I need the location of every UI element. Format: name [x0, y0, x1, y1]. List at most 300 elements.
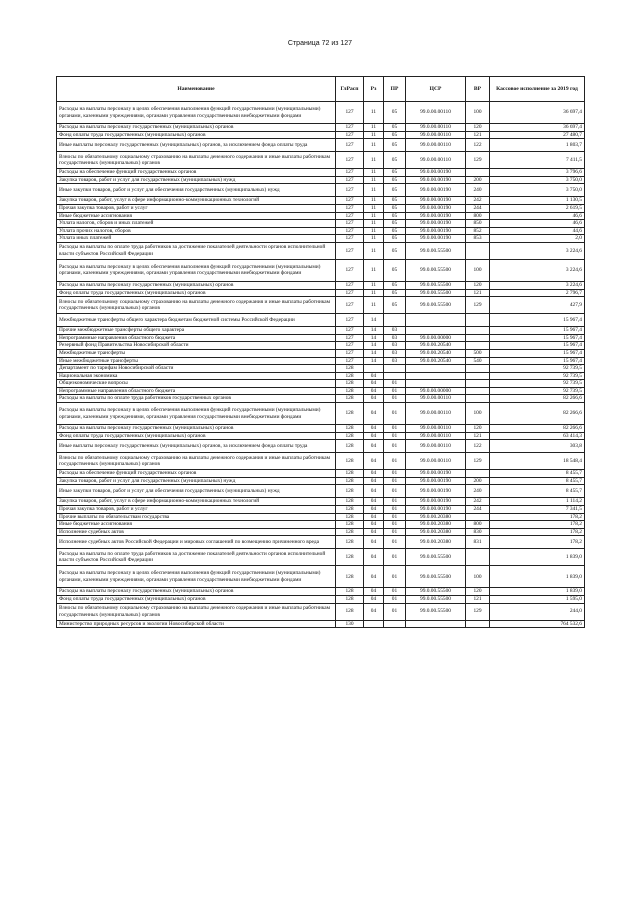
cell-rz: 04: [364, 387, 384, 395]
cell-rz: 14: [364, 314, 384, 327]
cell-amount: 36 697,4: [490, 102, 585, 124]
cell-name: Закупка товаров, работ и услуг для государственных (муниципальных) нужд: [57, 176, 336, 184]
cell-name: Взносы по обязательному социальному страхованию на выплаты денежного содержания и иные выплаты работникам государственных (муниципальных) органов: [57, 603, 336, 620]
cell-pr: 01: [384, 549, 406, 566]
cell-csr: 99.0.00.00190: [406, 169, 466, 177]
cell-csr: 99.0.00.55500: [406, 549, 466, 566]
table-row: [57, 498, 585, 506]
cell-vr: [466, 327, 490, 335]
cell-rz: 11: [364, 289, 384, 297]
cell-glrasp: 128: [336, 521, 364, 529]
cell-pr: 05: [384, 176, 406, 184]
cell-rz: 14: [364, 357, 384, 365]
cell-glrasp: 128: [336, 477, 364, 485]
cell-csr: 99.0.00.00190: [406, 220, 466, 228]
cell-csr: 99.0.00.55500: [406, 297, 466, 314]
cell-name: Национальная экономика: [57, 372, 336, 380]
cell-csr: 99.0.00.00000: [406, 387, 466, 395]
cell-csr: 99.0.00.00190: [406, 498, 466, 506]
cell-name: Расходы на выплаты персоналу государственных (муниципальных) органов: [57, 425, 336, 433]
cell-rz: 11: [364, 281, 384, 289]
cell-pr: 05: [384, 139, 406, 152]
cell-name: Иные выплаты персоналу государственных (муниципальных) органов, за исключением фонда оплаты труда: [57, 139, 336, 152]
cell-vr: 240: [466, 485, 490, 498]
cell-vr: 831: [466, 536, 490, 549]
cell-amount: 2,0: [490, 235, 585, 243]
cell-vr: 122: [466, 139, 490, 152]
table-row: [57, 536, 585, 549]
cell-amount: 15 967,4: [490, 334, 585, 342]
cell-glrasp: 128: [336, 588, 364, 596]
cell-name: Расходы на выплаты персоналу в целях обеспечения выполнения функций государственными (муниципальными) органами, казенными учреждениями, органами управления государственными внебюджетными фондами: [57, 102, 336, 124]
cell-amount: 178,2: [490, 513, 585, 521]
table-body: [57, 102, 585, 628]
table-row: [57, 387, 585, 395]
cell-amount: 36 697,4: [490, 124, 585, 132]
cell-pr: 05: [384, 212, 406, 220]
cell-name: Фонд оплаты труда государственных (муниципальных) органов: [57, 289, 336, 297]
cell-amount: 15 967,4: [490, 349, 585, 357]
cell-pr: 01: [384, 566, 406, 588]
cell-rz: 04: [364, 485, 384, 498]
cell-pr: 05: [384, 281, 406, 289]
cell-csr: 99.0.00.20380: [406, 528, 466, 536]
cell-amount: 3 750,0: [490, 176, 585, 184]
cell-glrasp: 127: [336, 139, 364, 152]
page-number-header: Страница 72 из 127: [287, 40, 353, 47]
cell-name: Расходы на выплаты персоналу в целях обеспечения выполнения функций государственными (муниципальными) органами, казенными учреждениями, органами управления государственными внебюджетными фондами: [57, 403, 336, 425]
cell-pr: 05: [384, 152, 406, 169]
cell-glrasp: 127: [336, 220, 364, 228]
cell-csr: 99.0.00.20540: [406, 357, 466, 365]
cell-name: Фонд оплаты труда государственных (муниципальных) органов: [57, 432, 336, 440]
cell-csr: [406, 365, 466, 373]
cell-name: Расходы на выплаты по оплате труда работников за достижение показателей деятельности органов исполнительной власти субъектов Российской Федерации: [57, 242, 336, 259]
cell-name: Уплата налогов, сборов и иных платежей: [57, 220, 336, 228]
cell-csr: 99.0.00.00110: [406, 124, 466, 132]
cell-vr: 244: [466, 204, 490, 212]
cell-csr: 99.0.00.55500: [406, 281, 466, 289]
header-pr: ПР: [384, 77, 406, 102]
table-row: [57, 620, 585, 628]
cell-csr: 99.0.00.00000: [406, 334, 466, 342]
cell-csr: 99.0.00.00190: [406, 204, 466, 212]
cell-pr: 05: [384, 227, 406, 235]
cell-csr: 99.0.00.00110: [406, 139, 466, 152]
cell-rz: 11: [364, 235, 384, 243]
cell-name: Межбюджетные трансферты общего характера бюджетам бюджетной системы Российской Федерации: [57, 314, 336, 327]
cell-vr: 129: [466, 297, 490, 314]
cell-name: Непрограммные направления областного бюджета: [57, 334, 336, 342]
cell-pr: 05: [384, 289, 406, 297]
header-glrasp: ГлРасп: [336, 77, 364, 102]
cell-rz: 11: [364, 152, 384, 169]
cell-pr: 01: [384, 403, 406, 425]
table-row: [57, 259, 585, 281]
table-row: [57, 349, 585, 357]
cell-amount: 303,8: [490, 440, 585, 453]
cell-vr: 129: [466, 152, 490, 169]
cell-amount: 244,0: [490, 603, 585, 620]
table-row: [57, 334, 585, 342]
cell-glrasp: 128: [336, 513, 364, 521]
cell-vr: 242: [466, 197, 490, 205]
table-row: [57, 212, 585, 220]
cell-rz: [364, 365, 384, 373]
cell-pr: 05: [384, 124, 406, 132]
cell-vr: 120: [466, 124, 490, 132]
cell-rz: 04: [364, 603, 384, 620]
cell-vr: 853: [466, 235, 490, 243]
cell-glrasp: 128: [336, 470, 364, 478]
cell-csr: 99.0.00.00190: [406, 227, 466, 235]
cell-vr: 800: [466, 521, 490, 529]
cell-amount: 92 739,5: [490, 365, 585, 373]
cell-pr: 01: [384, 453, 406, 470]
table-row: [57, 485, 585, 498]
cell-csr: [406, 380, 466, 388]
table-row: [57, 588, 585, 596]
cell-vr: [466, 334, 490, 342]
cell-pr: [384, 620, 406, 628]
cell-rz: 04: [364, 549, 384, 566]
cell-vr: 121: [466, 131, 490, 139]
cell-pr: 01: [384, 477, 406, 485]
cell-csr: [406, 620, 466, 628]
cell-name: Расходы на выплаты персоналу государственных (муниципальных) органов: [57, 281, 336, 289]
cell-vr: 200: [466, 477, 490, 485]
cell-vr: 200: [466, 176, 490, 184]
table-row: [57, 549, 585, 566]
cell-rz: 04: [364, 440, 384, 453]
header-rz: Рз: [364, 77, 384, 102]
cell-glrasp: 127: [336, 314, 364, 327]
cell-pr: 01: [384, 380, 406, 388]
table-row: [57, 432, 585, 440]
cell-csr: 99.0.00.20380: [406, 513, 466, 521]
cell-rz: 04: [364, 395, 384, 403]
cell-csr: 99.0.00.00190: [406, 477, 466, 485]
cell-amount: 63 414,3: [490, 432, 585, 440]
cell-rz: 11: [364, 184, 384, 197]
cell-pr: 05: [384, 235, 406, 243]
cell-csr: 99.0.00.00110: [406, 395, 466, 403]
cell-glrasp: 127: [336, 152, 364, 169]
table-row: [57, 220, 585, 228]
cell-amount: 8 455,7: [490, 470, 585, 478]
cell-glrasp: 128: [336, 387, 364, 395]
cell-name: Расходы на выплаты персоналу в целях обеспечения выполнения функций государственными (муниципальными) органами, казенными учреждениями, органами управления государственными внебюджетными фондами: [57, 566, 336, 588]
cell-pr: 01: [384, 513, 406, 521]
cell-pr: [384, 372, 406, 380]
cell-csr: 99.0.00.00110: [406, 152, 466, 169]
cell-name: Министерство природных ресурсов и экологии Новосибирской области: [57, 620, 336, 628]
cell-pr: 01: [384, 470, 406, 478]
cell-amount: 2 796,7: [490, 289, 585, 297]
cell-vr: 540: [466, 357, 490, 365]
cell-rz: 11: [364, 169, 384, 177]
cell-vr: [466, 380, 490, 388]
cell-amount: 82 266,6: [490, 425, 585, 433]
table-row: [57, 603, 585, 620]
cell-rz: 11: [364, 139, 384, 152]
table-row: [57, 365, 585, 373]
cell-pr: 05: [384, 102, 406, 124]
cell-glrasp: 127: [336, 357, 364, 365]
cell-vr: [466, 513, 490, 521]
table-row: [57, 453, 585, 470]
cell-csr: 99.0.00.00110: [406, 453, 466, 470]
cell-name: Иные закупки товаров, работ и услуг для обеспечения государственных (муниципальных) нужд: [57, 485, 336, 498]
cell-name: Фонд оплаты труда государственных (муниципальных) органов: [57, 596, 336, 604]
cell-vr: 800: [466, 212, 490, 220]
cell-amount: 27 480,7: [490, 131, 585, 139]
cell-glrasp: 128: [336, 453, 364, 470]
cell-pr: 03: [384, 327, 406, 335]
cell-name: Резервный фонд Правительства Новосибирской области: [57, 342, 336, 350]
cell-rz: 11: [364, 176, 384, 184]
cell-amount: 3 750,0: [490, 184, 585, 197]
table-row: [57, 477, 585, 485]
cell-name: Закупка товаров, работ, услуг в сфере информационно-коммуникационных технологий: [57, 498, 336, 506]
table-row: [57, 596, 585, 604]
cell-rz: 04: [364, 596, 384, 604]
table-row: [57, 124, 585, 132]
cell-amount: 82 266,6: [490, 403, 585, 425]
cell-glrasp: 127: [336, 197, 364, 205]
cell-glrasp: 128: [336, 566, 364, 588]
cell-pr: 01: [384, 536, 406, 549]
cell-rz: 14: [364, 334, 384, 342]
cell-amount: 178,2: [490, 536, 585, 549]
cell-csr: 99.0.00.00190: [406, 506, 466, 514]
cell-rz: 04: [364, 477, 384, 485]
cell-amount: 1 839,0: [490, 549, 585, 566]
cell-glrasp: 127: [336, 281, 364, 289]
table-row: [57, 297, 585, 314]
cell-glrasp: 128: [336, 395, 364, 403]
cell-rz: 11: [364, 197, 384, 205]
header-name: Наименование: [57, 77, 336, 102]
cell-glrasp: 128: [336, 485, 364, 498]
cell-vr: [466, 372, 490, 380]
cell-amount: 15 967,4: [490, 314, 585, 327]
cell-glrasp: 128: [336, 440, 364, 453]
table-row: [57, 176, 585, 184]
cell-vr: 100: [466, 259, 490, 281]
cell-rz: 11: [364, 124, 384, 132]
cell-rz: 11: [364, 212, 384, 220]
cell-glrasp: 128: [336, 498, 364, 506]
cell-name: Расходы на выплаты по оплате труда работников государственных органов: [57, 395, 336, 403]
cell-amount: 44,6: [490, 227, 585, 235]
table-row: [57, 327, 585, 335]
cell-amount: 15 967,4: [490, 357, 585, 365]
cell-name: Взносы по обязательному социальному страхованию на выплаты денежного содержания и иные выплаты работникам государственных (муниципальных) органов: [57, 152, 336, 169]
cell-amount: 92 739,5: [490, 372, 585, 380]
cell-name: Взносы по обязательному социальному страхованию на выплаты денежного содержания и иные выплаты работникам государственных (муниципальных) органов: [57, 297, 336, 314]
cell-amount: 7 341,5: [490, 506, 585, 514]
cell-glrasp: 127: [336, 131, 364, 139]
cell-csr: 99.0.00.00190: [406, 235, 466, 243]
cell-vr: 100: [466, 102, 490, 124]
cell-pr: 03: [384, 342, 406, 350]
cell-rz: 04: [364, 470, 384, 478]
cell-rz: 04: [364, 498, 384, 506]
cell-vr: 852: [466, 227, 490, 235]
cell-csr: 99.0.00.00110: [406, 432, 466, 440]
cell-pr: 01: [384, 506, 406, 514]
cell-name: Прочие межбюджетные трансферты общего характера: [57, 327, 336, 335]
cell-vr: [466, 620, 490, 628]
cell-csr: 99.0.00.20540: [406, 342, 466, 350]
cell-glrasp: 127: [336, 297, 364, 314]
cell-name: Закупка товаров, работ, услуг в сфере информационно-коммуникационных технологий: [57, 197, 336, 205]
cell-vr: [466, 395, 490, 403]
cell-amount: 764 532,6: [490, 620, 585, 628]
cell-amount: 8 455,7: [490, 477, 585, 485]
cell-amount: 3 796,6: [490, 169, 585, 177]
cell-name: Иные бюджетные ассигнования: [57, 212, 336, 220]
cell-csr: 99.0.00.55500: [406, 242, 466, 259]
cell-pr: 03: [384, 349, 406, 357]
cell-name: Непрограммные направления областного бюджета: [57, 387, 336, 395]
cell-rz: 11: [364, 242, 384, 259]
budget-execution-table: [56, 76, 585, 628]
cell-vr: 100: [466, 566, 490, 588]
cell-pr: 01: [384, 521, 406, 529]
cell-name: Прочая закупка товаров, работ и услуг: [57, 204, 336, 212]
table-row: [57, 342, 585, 350]
cell-vr: 500: [466, 349, 490, 357]
cell-pr: 01: [384, 432, 406, 440]
cell-csr: 99.0.00.00110: [406, 425, 466, 433]
cell-csr: 99.0.00.00110: [406, 403, 466, 425]
cell-name: Иные закупки товаров, работ и услуг для обеспечения государственных (муниципальных) нужд: [57, 184, 336, 197]
cell-glrasp: 128: [336, 380, 364, 388]
cell-amount: 1 839,0: [490, 566, 585, 588]
cell-csr: 99.0.00.55500: [406, 289, 466, 297]
cell-pr: 01: [384, 603, 406, 620]
cell-pr: 05: [384, 197, 406, 205]
cell-glrasp: 128: [336, 528, 364, 536]
cell-amount: 3 224,6: [490, 242, 585, 259]
cell-pr: [384, 365, 406, 373]
cell-csr: 99.0.00.20380: [406, 536, 466, 549]
cell-glrasp: 127: [336, 169, 364, 177]
cell-vr: 122: [466, 440, 490, 453]
cell-name: Расходы на выплаты персоналу государственных (муниципальных) органов: [57, 588, 336, 596]
cell-csr: 99.0.00.00190: [406, 212, 466, 220]
cell-pr: 01: [384, 596, 406, 604]
table-row: [57, 528, 585, 536]
cell-vr: 121: [466, 289, 490, 297]
cell-vr: 120: [466, 425, 490, 433]
cell-rz: 04: [364, 380, 384, 388]
cell-rz: [364, 620, 384, 628]
cell-pr: 03: [384, 334, 406, 342]
table-row: [57, 357, 585, 365]
cell-amount: 2 619,5: [490, 204, 585, 212]
cell-vr: 120: [466, 281, 490, 289]
cell-rz: 11: [364, 204, 384, 212]
table-row: [57, 372, 585, 380]
table-row: [57, 513, 585, 521]
cell-rz: 04: [364, 521, 384, 529]
cell-glrasp: 127: [336, 242, 364, 259]
cell-glrasp: 127: [336, 349, 364, 357]
table-row: [57, 169, 585, 177]
cell-name: Прочая закупка товаров, работ и услуг: [57, 506, 336, 514]
cell-rz: 11: [364, 102, 384, 124]
cell-vr: [466, 470, 490, 478]
cell-glrasp: 128: [336, 365, 364, 373]
cell-rz: 04: [364, 372, 384, 380]
cell-amount: 1 839,0: [490, 588, 585, 596]
cell-csr: 99.0.00.55500: [406, 566, 466, 588]
cell-rz: 11: [364, 259, 384, 281]
cell-glrasp: 127: [336, 204, 364, 212]
cell-rz: 04: [364, 453, 384, 470]
cell-amount: 92 739,5: [490, 380, 585, 388]
cell-vr: 129: [466, 603, 490, 620]
cell-vr: 120: [466, 588, 490, 596]
cell-glrasp: 128: [336, 536, 364, 549]
table-row: [57, 289, 585, 297]
cell-vr: [466, 314, 490, 327]
cell-pr: [384, 314, 406, 327]
cell-csr: 99.0.00.55500: [406, 588, 466, 596]
cell-amount: 7 411,5: [490, 152, 585, 169]
cell-csr: 99.0.00.00110: [406, 131, 466, 139]
cell-glrasp: 128: [336, 603, 364, 620]
cell-vr: 240: [466, 184, 490, 197]
cell-vr: 830: [466, 528, 490, 536]
cell-csr: 99.0.00.20380: [406, 521, 466, 529]
header-execution: Кассовое исполнение за 2019 год: [490, 77, 585, 102]
cell-amount: 92 739,5: [490, 387, 585, 395]
cell-rz: 04: [364, 506, 384, 514]
cell-pr: 05: [384, 204, 406, 212]
cell-glrasp: 128: [336, 372, 364, 380]
table-row: [57, 521, 585, 529]
cell-amount: 15 967,4: [490, 327, 585, 335]
cell-glrasp: 127: [336, 342, 364, 350]
cell-name: Межбюджетные трансферты: [57, 349, 336, 357]
cell-vr: [466, 387, 490, 395]
cell-name: Расходы на обеспечение функций государственных органов: [57, 169, 336, 177]
cell-pr: 05: [384, 184, 406, 197]
cell-name: Расходы на обеспечение функций государственных органов: [57, 470, 336, 478]
cell-name: Исполнение судебных актов Российской Федерации и мировых соглашений по возмещению причиненного вреда: [57, 536, 336, 549]
cell-amount: 3 224,6: [490, 259, 585, 281]
cell-pr: 05: [384, 169, 406, 177]
cell-amount: 1 595,0: [490, 596, 585, 604]
cell-csr: 99.0.00.00190: [406, 197, 466, 205]
cell-rz: 04: [364, 528, 384, 536]
cell-name: Прочие выплаты по обязательствам государства: [57, 513, 336, 521]
cell-rz: 04: [364, 566, 384, 588]
cell-rz: 11: [364, 227, 384, 235]
cell-glrasp: 127: [336, 184, 364, 197]
cell-vr: 244: [466, 506, 490, 514]
table-row: [57, 139, 585, 152]
cell-amount: 178,2: [490, 528, 585, 536]
cell-glrasp: 127: [336, 289, 364, 297]
cell-rz: 11: [364, 131, 384, 139]
cell-rz: 04: [364, 432, 384, 440]
cell-csr: [406, 327, 466, 335]
